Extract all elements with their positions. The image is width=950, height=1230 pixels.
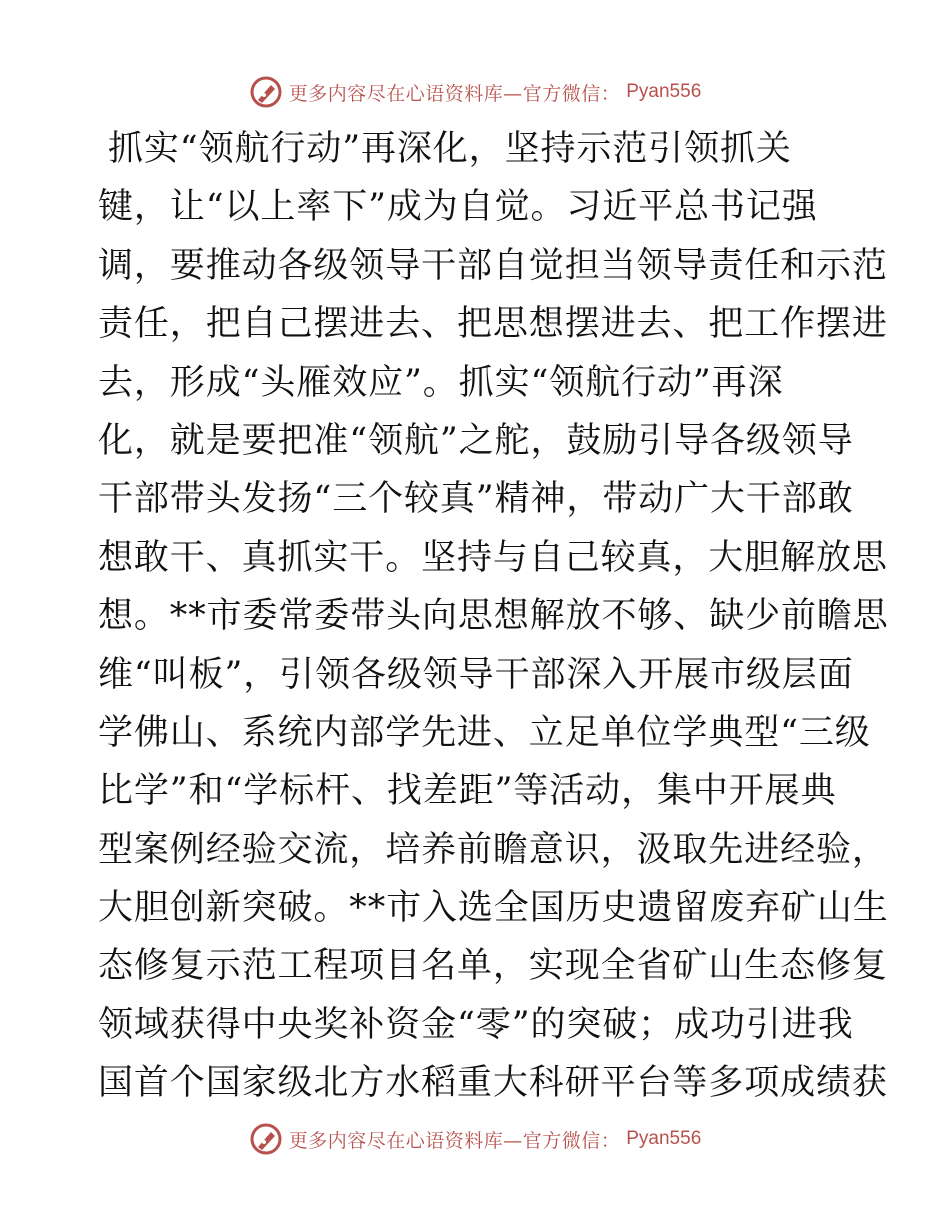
- text-line: 型案例经验交流，培养前瞻意识，汲取先进经验，: [98, 829, 888, 870]
- header-watermark: [0, 72, 950, 112]
- document-body: [98, 120, 889, 1113]
- text-line: 去，形成“头雁效应”。抓实“领航行动”再深: [98, 362, 784, 403]
- text-line: 责任，把自己摆进去、把思想摆进去、把工作摆进: [98, 304, 888, 345]
- text-line: 领域获得中央奖补资金“零”的突破；成功引进我: [98, 1004, 854, 1045]
- watermark-text: 更多内容尽在心语资料库—官方微信：: [288, 1129, 621, 1152]
- text-line: 态修复示范工程项目名单，实现全省矿山生态修复: [98, 946, 888, 987]
- pen-nib-logo-icon: [249, 1122, 283, 1156]
- text-line: 想。**市委常委带头向思想解放不够、缺少前瞻思: [98, 596, 889, 637]
- text-line: 抓实“领航行动”再深化，坚持示范引领抓关: [108, 129, 792, 169]
- text-line: 维“叫板”，引领各级领导干部深入开展市级层面: [98, 654, 854, 695]
- text-line: 想敢干、真抓实干。坚持与自己较真，大胆解放思: [98, 537, 888, 578]
- text-line: 国首个国家级北方水稻重大科研平台等多项成绩获: [98, 1063, 888, 1104]
- text-line: 化，就是要把准“领航”之舵，鼓励引导各级领导: [98, 420, 854, 461]
- text-line: 键，让“以上率下”成为自觉。习近平总书记强: [98, 187, 818, 228]
- text-line: 学佛山、系统内部学先进、立足单位学典型“三级: [98, 712, 871, 753]
- text-line: 干部带头发扬“三个较真”精神，带动广大干部敢: [98, 479, 854, 520]
- footer-watermark: [0, 1119, 950, 1159]
- text-line: 比学”和“学标杆、找差距”等活动，集中开展典: [98, 771, 837, 812]
- watermark-text: 更多内容尽在心语资料库—官方微信：: [288, 82, 621, 105]
- watermark-wechat-id: Pyan556: [626, 81, 702, 102]
- text-line: 大胆创新突破。**市入选全国历史遗留废弃矿山生: [98, 888, 889, 929]
- text-line: 调，要推动各级领导干部自觉担当领导责任和示范: [98, 245, 888, 286]
- watermark-wechat-id: Pyan556: [626, 1128, 702, 1149]
- pen-nib-logo-icon: [249, 75, 283, 109]
